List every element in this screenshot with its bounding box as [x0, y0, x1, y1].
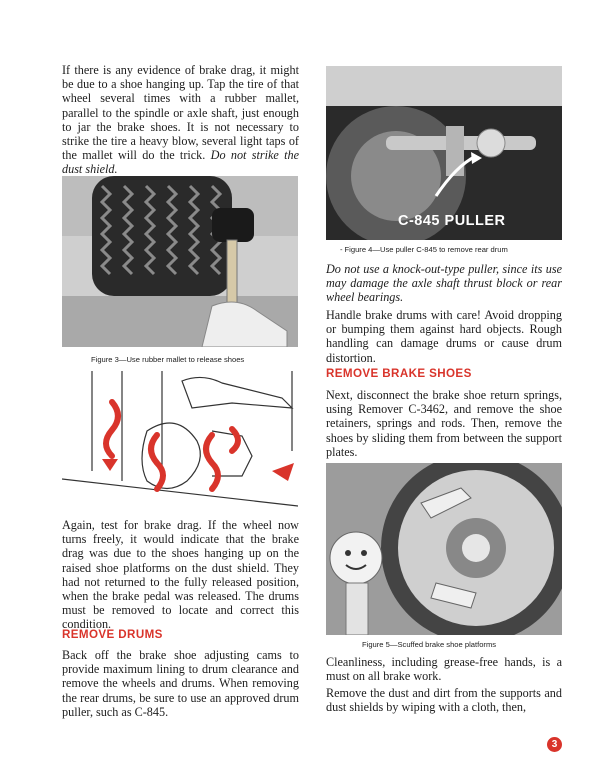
figure-5-caption: Figure 5—Scuffed brake shoe platforms	[362, 640, 497, 649]
emphasis-text: Do not strike the dust shield.	[62, 148, 300, 177]
paragraph-warning: Do not use a knock-out-type puller, since its use may damage the axle shaft thrust block or rear wheel bearings.	[326, 262, 562, 305]
figure-3-photo	[62, 176, 298, 347]
figure-4-photo	[326, 66, 562, 240]
paragraph-handle-drums: Handle brake drums with care! Avoid dropping or bumping them against hard objects. Rough handling can damage drums or cause drum distortion.	[326, 308, 562, 365]
caption-dash: -	[340, 245, 343, 254]
paragraph-test-drag: Again, test for brake drag. If the wheel now turns freely, it would indicate that the brake drag was due to the shoes hanging up on the raised shoe platforms on the dust shield. They had not returned to the fully released position, when the brake pedal was released. The drums must be removed to locate and correct this condition.	[62, 518, 299, 632]
brake-shoe-platforms-illustration	[326, 463, 562, 635]
figure-brake-pedal-illustration	[62, 371, 298, 511]
tire-mallet-illustration	[62, 176, 298, 347]
figure-3-caption: Figure 3—Use rubber mallet to release shoes	[91, 355, 245, 364]
heading-remove-brake-shoes: REMOVE BRAKE SHOES	[326, 367, 472, 380]
page-number-badge: 3	[547, 737, 562, 752]
paragraph-brake-drag	[62, 63, 299, 177]
paragraph-cleanliness: Cleanliness, including grease-free hands, is a must on all brake work.	[326, 655, 562, 684]
paragraph-remove-drums: Back off the brake shoe adjusting cams to provide maximum lining to drum clearance and remove the wheels and drums. When removing the rear drums, be sure to use an approved drum puller, such as C-845.	[62, 648, 299, 719]
caption-text: Figure 4—Use puller C-845 to remove rear drum	[344, 245, 508, 254]
figure-4-caption	[340, 245, 560, 254]
heading-remove-drums: REMOVE DRUMS	[62, 628, 163, 641]
figure-5-photo	[326, 463, 562, 635]
paragraph-text: If there is any evidence of brake drag, it might be due to a shoe hanging up. Tap the tire of that wheel several times with a rubber mallet, parallel to the spindle or axle shaft, just enough to jar the brake shoes. It is not necessary to strike the tire a heavy blow, several light taps of the mallet will do the trick.	[62, 63, 299, 163]
paragraph-remove-dust: Remove the dust and dirt from the supports and dust shields by wiping with a cloth, then,	[326, 686, 562, 715]
figure-4-label: C-845 PULLER	[398, 213, 506, 229]
paragraph-remove-shoes: Next, disconnect the brake shoe return springs, using Remover C-3462, and remove the shoe retainers, springs and rods. Then, remove the shoes by sliding them from between the support plates.	[326, 388, 562, 459]
brake-pedal-drawing	[62, 371, 298, 511]
